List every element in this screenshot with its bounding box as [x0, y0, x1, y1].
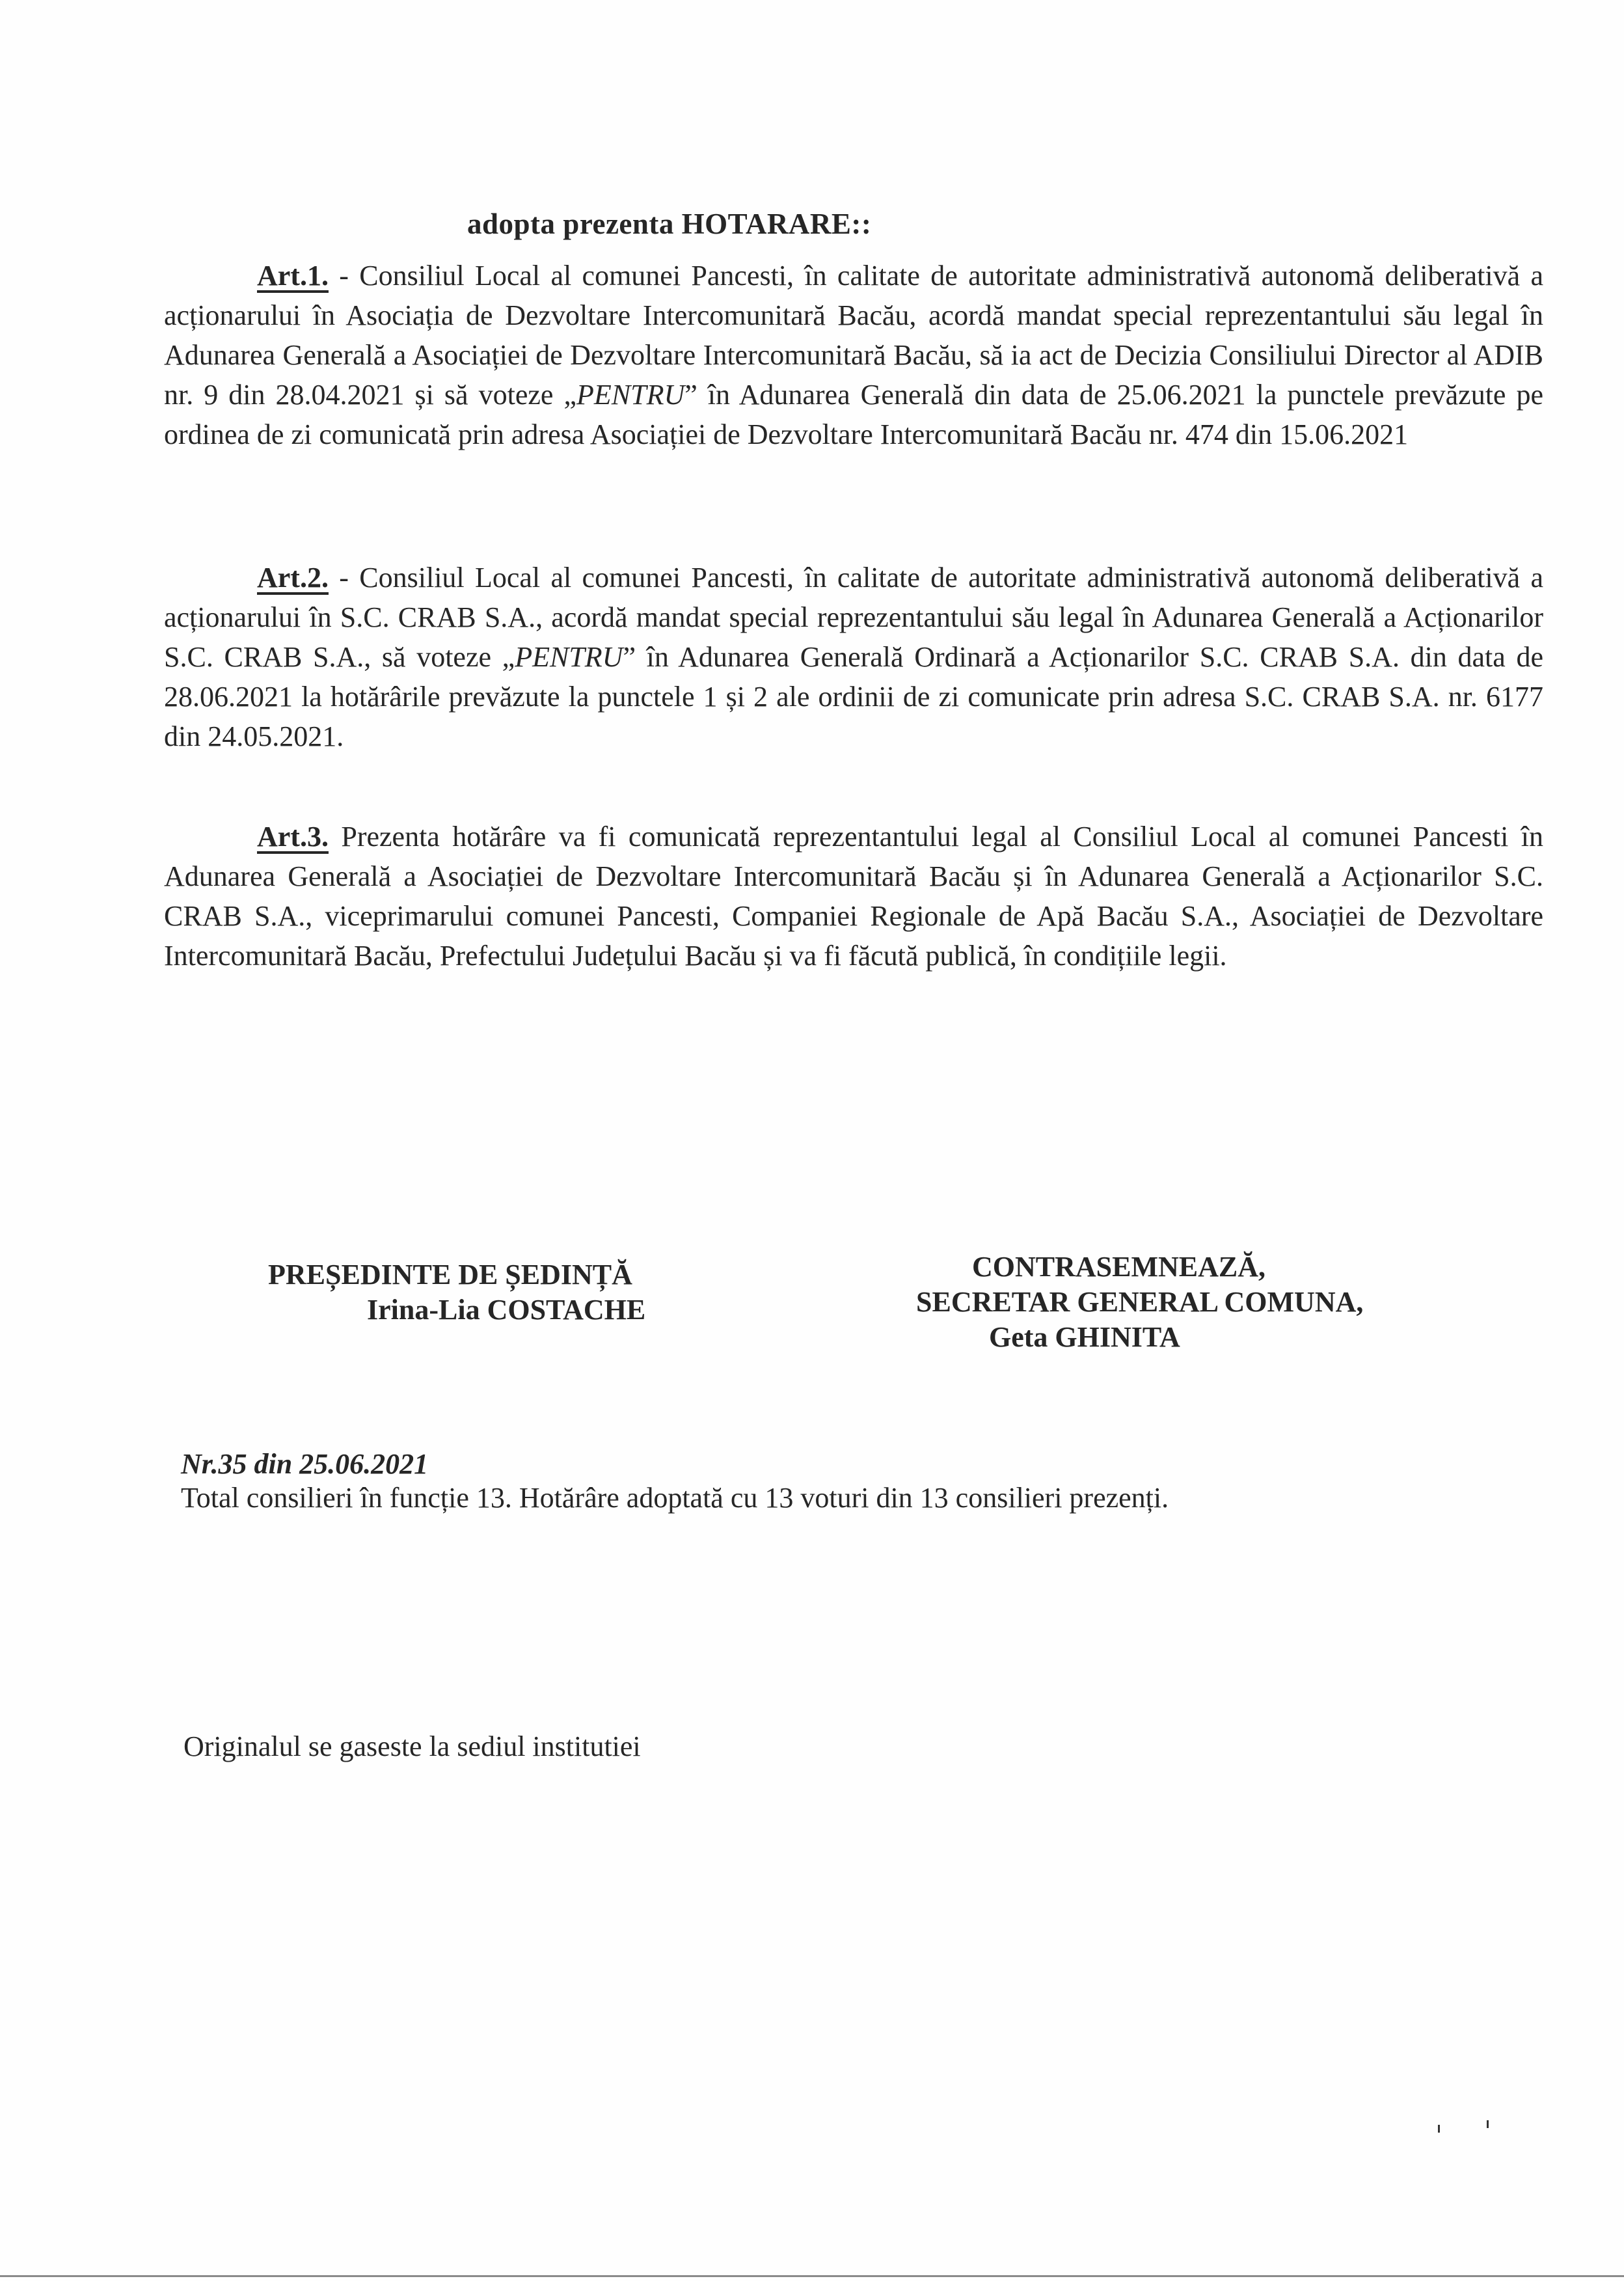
- document-heading: adopta prezenta HOTARARE::: [467, 208, 872, 240]
- article-1-vote: PENTRU: [576, 379, 685, 411]
- signature-block-president: [268, 1257, 645, 1328]
- secretary-name: Geta GHINITA: [989, 1321, 1180, 1353]
- article-3-text: Prezenta hotărâre va fi comunicată reprezentantului legal al Consiliul Local al comunei Pancesti în Adunarea Generală a Asociației de Dezvoltare Intercomunitară Bacău și în Adunarea Generală a Acționarilor S.C. CRAB S.A., viceprimarului comunei Pancesti, Companiei Regionale de Apă Bacău S.A., Asociației de Dezvoltare Intercomunitară Bacău, Prefectului Județului Bacău și va fi făcută publică, în condițiile legii.: [164, 821, 1543, 972]
- article-1-text-pre: - Consiliul Local al comunei Pancesti, în calitate de autoritate administrativă autonomă deliberativă a acționarului în Asociația de Dezvoltare Intercomunitară Bacău, acordă mandat special reprezentantului său legal în Adunarea Generală a Asociației de Dezvoltare Intercomunitară Bacău, să ia act de Decizia Consiliului Director al ADIB nr. 9 din 28.04.2021 și să voteze „: [164, 260, 1543, 411]
- scan-artifact-mark: [1487, 2120, 1489, 2128]
- article-2-text-post: ” în Adunarea Generală Ordinară a Acționarilor S.C. CRAB S.A. din data de 28.06.2021 la hotărârile prevăzute la punctele 1 și 2 ale ordinii de zi comunicate prin adresa S.C. CRAB S.A. nr. 6177 din 24.05.2021.: [164, 641, 1543, 752]
- signature-block-secretary: [916, 1250, 1363, 1355]
- article-2: [164, 558, 1543, 756]
- president-title: PREȘEDINTE DE ȘEDINȚĂ: [268, 1259, 632, 1291]
- countersign-title: CONTRASEMNEAZĂ,: [972, 1251, 1266, 1283]
- article-3: [164, 817, 1543, 976]
- scan-edge-line: [0, 2275, 1624, 2277]
- article-1: [164, 256, 1543, 454]
- article-1-text-post: ” în Adunarea Generală din data de 25.06.2021 la punctele prevăzute pe ordinea de zi comunicată prin adresa Asociației de Dezvoltare Intercomunitară Bacău nr. 474 din 15.06.2021: [164, 379, 1544, 450]
- scan-artifact-mark: [1438, 2125, 1440, 2133]
- footer-note: Originalul se gaseste la sediul institutiei: [183, 1730, 641, 1762]
- decision-meta: [181, 1447, 1169, 1515]
- vote-summary: Total consilieri în funcție 13. Hotărâre adoptată cu 13 voturi din 13 consilieri prezenți.: [181, 1482, 1169, 1514]
- article-2-vote: PENTRU: [515, 641, 623, 673]
- president-name: Irina-Lia COSTACHE: [367, 1294, 646, 1326]
- secretary-title: SECRETAR GENERAL COMUNA,: [916, 1286, 1364, 1318]
- article-2-text-pre: - Consiliul Local al comunei Pancesti, în calitate de autoritate administrativă autonomă deliberativă a acționarului în S.C. CRAB S.A., acordă mandat special reprezentantului său legal în Adunarea Generală a Acționarilor S.C. CRAB S.A., să voteze „: [164, 562, 1543, 673]
- article-1-label: Art.1.: [257, 260, 329, 292]
- decision-number: Nr.35 din 25.06.2021: [181, 1448, 429, 1480]
- article-3-label: Art.3.: [257, 821, 329, 853]
- article-2-label: Art.2.: [257, 562, 329, 594]
